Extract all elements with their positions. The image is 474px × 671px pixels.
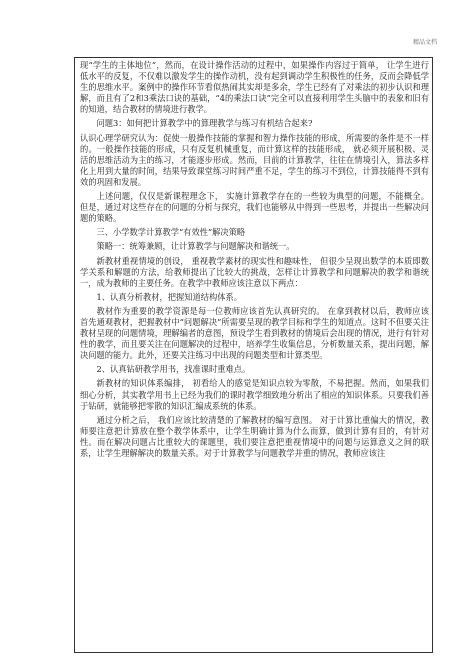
subheading-2: 2、认真钻研教学用书，找准课时重难点。 (96, 364, 251, 375)
page-header-label: 精品文档 (412, 39, 437, 46)
paragraph: 认识心理学研究认为：促使一般操作技能的掌握和智力操作技能的形成，所需要的条件是不一样的。一般操作技能的形成，只有反复机械重复，而计算这样的技能形成， 就必须开展积极、灵活的思维活动为主的练习，才能逐步形成。然而，目前的计算教学，往往在情境引入，算法多样化上用到大量的时间，结果导致课堂练习时间严重不足，学生的练习不到位，计算技能得不到有效的巩固和发展。 (80, 132, 429, 187)
paragraph: 教材作为重要的教学资源是每一位教师应该首先认真研究的。 在拿到教材以后，教师应该首先通观教材，把握教材中“问题解决”所需要呈现的教学目标和学生的知道点。这时不但要关注教材呈现的问题情境，理解编者的意图，预设学生看到教材的情境后会出现的情况，进行有针对性的教学，而且要关注在问题解决的过程中，培养学生收集信息，分析数量关系，提出问题，解决问题的能力。此外，还要关注练习中出现的问题类型和计算类型。 (80, 305, 429, 361)
question-3-heading: 问题3：如何把计算教学中的算理教学与练习有机结合起来? (96, 118, 313, 129)
paragraph: 现“学生的主体地位”，然而，在设计操作活动的过程中，如果操作内容过于简单， 让学生进行低水平的反复，不仅难以激发学生的操作动机，没有起到调动学生积极性的任务，反而会降低学生的思维水平。案例中的操作环节看似热闹其实却是多余，学生已经有了对乘法的初步认识和理解，而且有了2和3乘法口诀的基础，“4的乘法口诀”完全可以直接利用学生头脑中的表象和旧有的知道，结合教材的情境进行教学。 (80, 60, 429, 115)
document-body (80, 60, 429, 650)
section-3-heading: 三、小学数学计算教学“有效性”解决策略 (96, 227, 246, 238)
paragraph: 新教材的知识体系编排， 初看给人的感觉是知识点较为零散，不易把握。然而，如果我们细心分析，其实教学用书上已经为我们的课时教学细致地分析出了相应的知识体系。只要我们善于钻研，就能够把零散的知识汇编成系统的体系。 (80, 378, 429, 411)
strategy-1-heading: 策略一：统筹兼顾，让计算教学与问题解决和谐统一。 (96, 241, 295, 252)
subheading-1: 1、认真分析教材，把握知道结构体系。 (96, 291, 242, 302)
paragraph: 新教材重视情境的创设， 重视教学素材的现实性和趣味性， 但很少呈现出数学的本质即数学关系和解题的方法，给教师提出了比较大的挑战，怎样让计算教学和问题解决的教学和谐统一，成为教师的主要任务。在教学中教师应该注意以下两点： (80, 255, 429, 288)
paragraph: 上述问题，仅仅是新课程理念下， 实施计算教学存在的一些较为典型的问题，不能概全。但是，通过对这些存在的问题的分析与探究，我们也能够从中得到一些思考，并提出一些解决问题的策略。 (80, 191, 429, 224)
paragraph: 通过分析之后， 我们应该比较清楚的了解教材的编写意图。 对于计算比重偏大的情况，教师要注意把计算放在整个教学体系中，让学生明确计算为什么而算，做到计算有目的，有针对性。而在解决问题占比重较大的课题里，我们要注意把重视情境中的问题与运算意义之间的联系，让学生理解解决的数量关系。对于计算教学与问题教学并重的情况，教师应该注 (80, 414, 429, 458)
